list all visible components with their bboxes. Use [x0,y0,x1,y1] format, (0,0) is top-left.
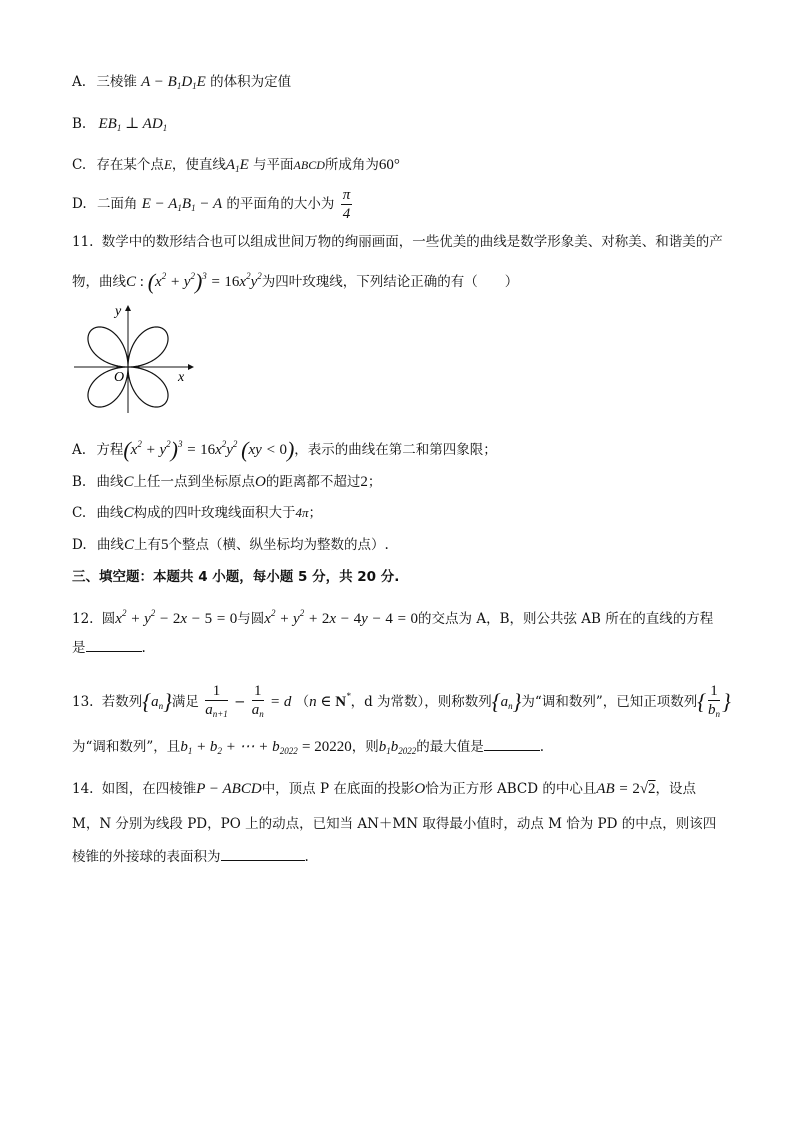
x-axis-label: x [178,370,185,385]
math-expression: $x^2 + y^2 - 2x - 5 = 0$ [115,608,238,627]
answer-blank [86,639,142,652]
y-axis-label: y [115,304,122,319]
option-11d: D. 曲线C上有5个整点（横、纵坐标均为整数的点）. [72,537,389,553]
q13-line1: 13. 若数列$\{a_n\}$满足 $\frac{1}{a_{n+1}}$ − $\frac{1}{a_n}$ = d （n ∈ N*，d 为常数），则称数列$\{a_n\}$为“调和数列”，已知正项数列{ $\frac{1}{b_n}$ } [72,676,731,726]
option-10c: C. 存在某个点E，使直线$A_1E$ 与平面ABCD所成角为60° [72,157,400,174]
math-expression: $b_1 + b_2$ + ⋯ + $b_{2022}$ [180,739,298,756]
origin-label: O [114,370,125,385]
math-expression: $x^2 + y^2 + 2x - 4y - 4 = 0$ [264,608,419,627]
q14-line3: 棱锥的外接球的表面积为 . [72,849,309,865]
answer-blank [221,848,305,861]
option-10d: D. 二面角 $E - A_1B_1 - A$ 的平面角的大小为 $\frac{\pi}{4}$ [72,187,351,222]
four-leaf-rose-figure [72,303,196,415]
option-11b: B. 曲线C上任一点到坐标原点O的距离都不超过2； [72,474,382,490]
math-expression: C : $(x^2 + y^2)^3 = 16x^2y^2$ [126,269,262,294]
fraction: $\frac{1}{a_n}$ [251,683,264,719]
math-expression: $A - B_1D_1E$ [141,74,206,91]
section-heading: 三、填空题：本题共 4 小题，每小题 5 分，共 20 分. [72,569,400,585]
option-10b: B. $EB_1$ ⊥ $AD_1$ [72,116,168,133]
option-10a: A. 三棱锥 $A - B_1D_1E$ 的体积为定值 [72,74,292,91]
answer-blank [484,738,540,751]
math-expression: AB = 2√2 [596,781,656,797]
y-axis-arrow [125,305,131,311]
option-11a: A. 方程$(x^2 + y^2)^3 = 16x^2y^2$ (xy < 0)，表示的曲线在第二和第四象限； [72,437,497,462]
q11-line2: 物，曲线C : $(x^2 + y^2)^3 = 16x^2y^2$为四叶玫瑰线，下列结论正确的有（ ） [72,269,519,294]
math-expression: $EB_1$ ⊥ $AD_1$ [98,116,168,133]
q13-line2: 为“调和数列”，且$b_1 + b_2$ + ⋯ + $b_{2022} = 20220$，则$b_1b_{2022}$的最大值是 . [72,739,544,756]
q12-line1: 12. 圆$x^2 + y^2 - 2x - 5 = 0$与圆$x^2 + y^2 + 2x - 4y - 4 = 0$的交点为 A，B，则公共弦 AB 所在的直线的方程 [72,608,714,627]
q14-line1: 14. 如图，在四棱锥P − ABCD中，顶点 P 在底面的投影O恰为正方形 ABCD 的中心且AB = 2√2，设点 [72,781,697,797]
math-expression: $(x^2 + y^2)^3 = 16x^2y^2$ (xy < 0) [123,437,295,462]
fraction: $\frac{1}{a_{n+1}}$ [205,683,228,719]
math-expression: $E - A_1B_1 - A$ [141,196,223,213]
math-expression: $A_1E$ [225,157,249,174]
q11-line1: 11. 数学中的数形结合也可以组成世间万物的绚丽画面，一些优美的曲线是数学形象美、对称美、和谐美的产 [72,234,723,250]
axes [74,305,194,413]
q14-line2: M，N 分别为线段 PD，PO 上的动点，已知当 AN＋MN 取得最小值时，动点 M 恰为 PD 的中点，则该四 [72,816,717,832]
q12-line2: 是 . [72,640,146,656]
fraction: $\frac{\pi}{4}$ [342,187,351,222]
x-axis-arrow [188,364,194,370]
option-11c: C. 曲线C构成的四叶玫瑰线面积大于4π； [72,505,322,521]
